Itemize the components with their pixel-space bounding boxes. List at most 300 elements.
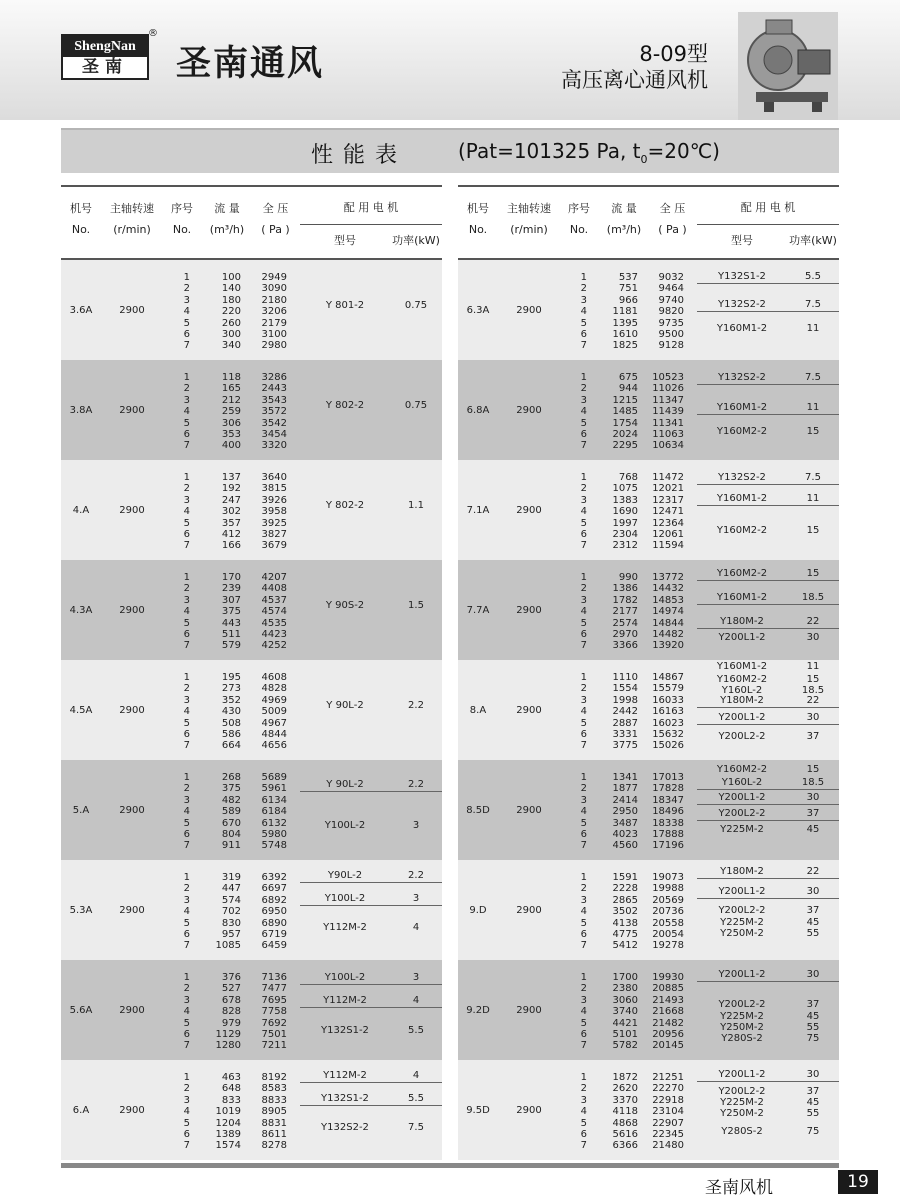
data-rows — [61, 772, 300, 852]
row-seq: 3 — [580, 394, 587, 406]
fan-number: 6.A — [72, 1104, 90, 1116]
row-pressure: 17888 — [652, 828, 684, 840]
row-seq: 4 — [183, 706, 190, 718]
row-pressure: 12317 — [652, 494, 684, 506]
row-flow: 511 — [221, 628, 241, 640]
motor-entry — [300, 498, 442, 513]
fan-number: 5.3A — [69, 904, 93, 916]
motor-type: Y280S-2 — [721, 1033, 763, 1044]
motor-entry — [697, 967, 839, 982]
row-seq: 1 — [580, 772, 587, 783]
motor-power: 7.5 — [408, 1122, 424, 1133]
row-pressure: 3090 — [261, 283, 287, 295]
row-seq: 6 — [580, 728, 587, 740]
motor-power: 30 — [806, 969, 820, 980]
row-seq: 7 — [580, 740, 587, 752]
row-seq: 6 — [183, 728, 190, 740]
row-flow: 306 — [221, 417, 241, 429]
table-row — [61, 940, 300, 951]
row-flow: 4775 — [612, 928, 638, 940]
table-row — [458, 629, 697, 640]
motor-power: 1.5 — [408, 600, 424, 611]
row-flow: 2295 — [612, 440, 638, 452]
motor-type: Y112M-2 — [323, 1070, 367, 1081]
motor-entry — [697, 424, 839, 439]
header-divider — [300, 224, 442, 225]
row-pressure: 22918 — [652, 1094, 684, 1106]
motor-type: Y160M1-2 — [716, 592, 768, 603]
row-pressure: 3958 — [261, 506, 287, 518]
motor-type: Y90L-2 — [327, 870, 363, 881]
row-seq: 3 — [183, 894, 190, 906]
fan-group — [61, 460, 442, 560]
row-seq: 4 — [580, 1106, 587, 1118]
row-seq: 2 — [580, 583, 587, 595]
table-row — [458, 795, 697, 806]
table-row — [61, 1006, 300, 1017]
motor-power: 4 — [412, 1070, 420, 1081]
table-row — [61, 1095, 300, 1106]
row-flow: 990 — [618, 572, 638, 583]
table-row — [61, 829, 300, 840]
data-rows — [61, 972, 300, 1052]
row-seq: 7 — [580, 940, 587, 952]
row-seq: 5 — [183, 1117, 190, 1129]
row-pressure: 19278 — [652, 940, 684, 952]
fan-number: 6.3A — [466, 304, 490, 316]
shaft-speed: 2900 — [516, 1004, 542, 1016]
row-flow: 1085 — [215, 940, 241, 952]
fan-number: 4.5A — [69, 704, 93, 716]
motor-type: Y250M-2 — [720, 1022, 764, 1033]
fan-group — [458, 660, 839, 760]
motor-power: 5.5 — [408, 1025, 424, 1036]
table-row — [458, 395, 697, 406]
row-pressure: 2180 — [261, 294, 287, 306]
motor-type: Y160M1-2 — [716, 323, 768, 334]
motor-type: Y200L2-2 — [718, 999, 766, 1010]
table-row — [61, 683, 300, 694]
motor-type: Y225M-2 — [720, 1097, 764, 1108]
table-row — [458, 540, 697, 551]
col-speed-header: 主轴转速 — [110, 202, 154, 215]
motor-power: 2.2 — [408, 700, 424, 711]
row-flow: 2620 — [612, 1083, 638, 1095]
col-press-header: 全 压 — [659, 202, 686, 215]
row-seq: 3 — [183, 594, 190, 606]
row-pressure: 11063 — [652, 428, 684, 440]
fan-group — [61, 360, 442, 460]
shaft-speed: 2900 — [119, 404, 145, 416]
table-row — [61, 283, 300, 294]
table-row — [458, 1106, 697, 1117]
table-row — [458, 806, 697, 817]
row-pressure: 20885 — [652, 983, 684, 995]
shaft-speed: 2900 — [516, 604, 542, 616]
data-rows — [458, 372, 697, 452]
table-row — [458, 529, 697, 540]
row-flow: 1395 — [612, 317, 638, 329]
motor-entry — [300, 398, 442, 413]
table-row — [458, 995, 697, 1006]
row-flow: 5616 — [612, 1128, 638, 1140]
motor-type: Y200L1-2 — [718, 1069, 766, 1080]
table-row — [61, 583, 300, 594]
motor-entry — [300, 1091, 442, 1106]
row-pressure: 7211 — [261, 1040, 287, 1052]
row-pressure: 6184 — [261, 806, 287, 818]
row-pressure: 14974 — [652, 606, 684, 618]
table-row — [458, 306, 697, 317]
table-header — [61, 185, 442, 260]
table-row — [61, 883, 300, 894]
shaft-speed: 2900 — [119, 1104, 145, 1116]
row-seq: 3 — [580, 894, 587, 906]
row-flow: 1204 — [215, 1117, 241, 1129]
row-seq: 7 — [183, 440, 190, 452]
row-pressure: 16023 — [652, 717, 684, 729]
row-seq: 2 — [183, 683, 190, 695]
motor-type: Y200L1-2 — [718, 886, 766, 897]
row-pressure: 14867 — [652, 672, 684, 683]
table-row — [458, 1083, 697, 1094]
row-flow: 2970 — [612, 628, 638, 640]
row-flow: 1019 — [215, 1106, 241, 1118]
centrifugal-fan-image — [738, 12, 838, 120]
row-pressure: 11439 — [652, 406, 684, 418]
row-flow: 1383 — [612, 494, 638, 506]
page-header — [0, 0, 900, 120]
row-seq: 1 — [183, 372, 190, 383]
row-flow: 430 — [221, 706, 241, 718]
row-flow: 260 — [221, 317, 241, 329]
motor-type: Y132S2-2 — [321, 1122, 369, 1133]
fan-number: 7.1A — [466, 504, 490, 516]
row-seq: 3 — [183, 794, 190, 806]
motor-entry — [697, 370, 839, 385]
table-row — [61, 429, 300, 440]
row-seq: 2 — [580, 383, 587, 395]
row-seq: 4 — [183, 1006, 190, 1018]
row-pressure: 4969 — [261, 694, 287, 706]
row-pressure: 12021 — [652, 483, 684, 495]
table-row — [61, 629, 300, 640]
product-name: 高压离心通风机 — [561, 68, 708, 92]
row-pressure: 2443 — [261, 383, 287, 395]
col-motor-header: 配 用 电 机 — [343, 201, 399, 214]
table-row — [61, 572, 300, 583]
row-seq: 6 — [183, 928, 190, 940]
row-pressure: 11341 — [652, 417, 684, 429]
row-flow: 804 — [221, 828, 241, 840]
row-seq: 7 — [183, 840, 190, 852]
row-flow: 166 — [221, 540, 241, 552]
row-seq: 6 — [183, 828, 190, 840]
motor-entry — [697, 630, 839, 645]
shaft-speed: 2900 — [119, 604, 145, 616]
row-flow: 1280 — [215, 1040, 241, 1052]
motor-power: 55 — [806, 1108, 820, 1119]
motor-power: 55 — [806, 1022, 820, 1033]
row-pressure: 6719 — [261, 928, 287, 940]
row-flow: 412 — [221, 528, 241, 540]
row-flow: 5412 — [612, 940, 638, 952]
motor-type: Y132S1-2 — [321, 1025, 369, 1036]
row-seq: 3 — [580, 494, 587, 506]
table-row — [458, 406, 697, 417]
row-seq: 5 — [580, 817, 587, 829]
table-row — [61, 706, 300, 717]
table-row — [458, 1072, 697, 1083]
data-rows — [458, 572, 697, 652]
table-row — [458, 618, 697, 629]
col-speed-header: 主轴转速 — [507, 202, 551, 215]
table-row — [458, 495, 697, 506]
row-pressure: 8583 — [261, 1083, 287, 1095]
row-seq: 6 — [183, 528, 190, 540]
conditions-text: (Pat=101325 Pa, t — [458, 139, 641, 163]
row-pressure: 9500 — [658, 328, 684, 340]
col-seq-header: 序号 — [568, 202, 590, 215]
motor-power: 15 — [806, 568, 820, 579]
row-seq: 4 — [580, 806, 587, 818]
motor-power: 3 — [412, 972, 420, 983]
row-flow: 579 — [221, 640, 241, 652]
row-seq: 1 — [580, 272, 587, 283]
row-seq: 5 — [183, 917, 190, 929]
row-pressure: 12061 — [652, 528, 684, 540]
table-row — [61, 983, 300, 994]
shaft-speed: 2900 — [119, 804, 145, 816]
motor-power: 0.75 — [404, 300, 428, 311]
motor-type: Y160M1-2 — [716, 493, 768, 504]
row-flow: 247 — [221, 494, 241, 506]
row-seq: 4 — [580, 506, 587, 518]
motor-power: 3 — [412, 820, 420, 831]
table-row — [61, 372, 300, 383]
data-rows — [61, 872, 300, 952]
table-row — [458, 940, 697, 951]
row-pressure: 5748 — [261, 840, 287, 852]
row-seq: 3 — [183, 1094, 190, 1106]
row-flow: 212 — [221, 394, 241, 406]
motor-entry — [697, 729, 839, 744]
row-flow: 2950 — [612, 806, 638, 818]
shaft-speed: 2900 — [516, 304, 542, 316]
row-flow: 100 — [221, 272, 241, 283]
row-pressure: 20569 — [652, 894, 684, 906]
col-speed-unit: (r/min) — [113, 223, 151, 236]
row-seq: 5 — [580, 1017, 587, 1029]
motor-power: 45 — [806, 917, 820, 928]
row-pressure: 11347 — [652, 394, 684, 406]
fan-number: 3.8A — [69, 404, 93, 416]
fan-number: 6.8A — [466, 404, 490, 416]
motor-power: 18.5 — [801, 777, 825, 788]
fan-number: 4.A — [72, 504, 90, 516]
motor-power: 37 — [806, 999, 820, 1010]
row-pressure: 13772 — [652, 572, 684, 583]
fan-number: 9.D — [469, 904, 487, 916]
row-flow: 463 — [221, 1072, 241, 1083]
row-pressure: 23104 — [652, 1106, 684, 1118]
shaft-speed: 2900 — [516, 1104, 542, 1116]
motor-power: 4 — [412, 995, 420, 1006]
table-row — [61, 906, 300, 917]
row-flow: 1554 — [612, 683, 638, 695]
row-pressure: 3206 — [261, 306, 287, 318]
row-flow: 4118 — [612, 1106, 638, 1118]
row-flow: 340 — [221, 340, 241, 352]
col-power-header: 功率(kW) — [392, 234, 440, 247]
row-seq: 6 — [580, 328, 587, 340]
row-seq: 3 — [580, 794, 587, 806]
row-pressure: 16163 — [652, 706, 684, 718]
row-seq: 3 — [183, 294, 190, 306]
row-seq: 2 — [580, 683, 587, 695]
row-flow: 6366 — [612, 1140, 638, 1152]
conditions-tail: =20℃) — [647, 139, 720, 163]
row-pressure: 14844 — [652, 617, 684, 629]
table-row — [61, 340, 300, 351]
row-seq: 6 — [580, 528, 587, 540]
table-row — [61, 895, 300, 906]
row-flow: 170 — [221, 572, 241, 583]
row-seq: 1 — [580, 972, 587, 983]
row-pressure: 7477 — [261, 983, 287, 995]
row-flow: 1215 — [612, 394, 638, 406]
row-pressure: 4574 — [261, 606, 287, 618]
row-flow: 1782 — [612, 594, 638, 606]
fan-group — [61, 860, 442, 960]
motor-entry — [300, 777, 442, 792]
table-row — [61, 995, 300, 1006]
row-flow: 5782 — [612, 1040, 638, 1052]
motor-entry — [300, 868, 442, 883]
table-row — [458, 418, 697, 429]
table-row — [61, 1118, 300, 1129]
table-row — [458, 1029, 697, 1040]
data-rows — [61, 472, 300, 552]
table-row — [61, 529, 300, 540]
fan-group — [458, 460, 839, 560]
motor-type: Y100L-2 — [324, 972, 366, 983]
col-no-en: No. — [468, 223, 488, 236]
motor-power: 22 — [806, 695, 820, 706]
motor-power: 45 — [806, 824, 820, 835]
data-rows — [61, 272, 300, 352]
row-seq: 1 — [183, 472, 190, 483]
motor-type: Y 801-2 — [325, 300, 365, 311]
motor-type: Y160M2-2 — [716, 525, 768, 536]
row-pressure: 8278 — [261, 1140, 287, 1152]
table-row — [458, 740, 697, 751]
motor-entry — [300, 993, 442, 1008]
row-flow: 375 — [221, 606, 241, 618]
table-row — [61, 1072, 300, 1083]
motor-entry — [300, 298, 442, 313]
row-flow: 1386 — [612, 583, 638, 595]
row-flow: 447 — [221, 883, 241, 895]
row-pressure: 6134 — [261, 794, 287, 806]
row-seq: 1 — [183, 1072, 190, 1083]
row-flow: 2024 — [612, 428, 638, 440]
row-seq: 1 — [580, 472, 587, 483]
table-row — [458, 606, 697, 617]
row-pressure: 5689 — [261, 772, 287, 783]
row-seq: 2 — [183, 283, 190, 295]
row-seq: 2 — [183, 583, 190, 595]
row-pressure: 19988 — [652, 883, 684, 895]
row-pressure: 4828 — [261, 683, 287, 695]
row-pressure: 12364 — [652, 517, 684, 529]
motor-entry — [697, 710, 839, 725]
motor-type: Y200L2-2 — [718, 905, 766, 916]
row-flow: 589 — [221, 806, 241, 818]
motor-entry — [697, 1067, 839, 1082]
motor-type: Y200L2-2 — [718, 808, 766, 819]
motor-type: Y160L-2 — [721, 685, 763, 696]
col-flow-unit: (m³/h) — [606, 223, 642, 236]
row-seq: 4 — [580, 306, 587, 318]
row-flow: 537 — [618, 272, 638, 283]
row-flow: 4421 — [612, 1017, 638, 1029]
col-seq-header: 序号 — [171, 202, 193, 215]
motor-power: 11 — [806, 323, 820, 334]
fan-group — [61, 560, 442, 660]
motor-power: 30 — [806, 712, 820, 723]
row-pressure: 3572 — [261, 406, 287, 418]
row-flow: 2574 — [612, 617, 638, 629]
row-pressure: 6697 — [261, 883, 287, 895]
row-pressure: 4537 — [261, 594, 287, 606]
row-flow: 273 — [221, 683, 241, 695]
table-row — [458, 1118, 697, 1129]
row-flow: 4868 — [612, 1117, 638, 1129]
row-seq: 3 — [183, 394, 190, 406]
table-row — [458, 783, 697, 794]
row-pressure: 3542 — [261, 417, 287, 429]
table-row — [458, 883, 697, 894]
motor-power: 0.75 — [404, 400, 428, 411]
table-row — [61, 595, 300, 606]
row-pressure: 9464 — [658, 283, 684, 295]
table-row — [61, 918, 300, 929]
row-flow: 1877 — [612, 783, 638, 795]
row-pressure: 14482 — [652, 628, 684, 640]
motor-type: Y 90L-2 — [326, 779, 364, 790]
row-pressure: 2179 — [261, 317, 287, 329]
page-number: 19 — [838, 1170, 878, 1194]
motor-power: 30 — [806, 1069, 820, 1080]
row-pressure: 7136 — [261, 972, 287, 983]
row-pressure: 6459 — [261, 940, 287, 952]
motor-entry — [697, 400, 839, 415]
row-flow: 3775 — [612, 740, 638, 752]
table-row — [61, 506, 300, 517]
registered-mark: ® — [148, 28, 158, 39]
brand-name: 圣南通风 — [176, 44, 325, 84]
row-flow: 2228 — [612, 883, 638, 895]
row-pressure: 6890 — [261, 917, 287, 929]
fan-group — [458, 560, 839, 660]
row-pressure: 18347 — [652, 794, 684, 806]
row-flow: 4560 — [612, 840, 638, 852]
row-flow: 319 — [221, 872, 241, 883]
row-pressure: 15026 — [652, 740, 684, 752]
row-seq: 7 — [183, 340, 190, 352]
row-pressure: 5961 — [261, 783, 287, 795]
